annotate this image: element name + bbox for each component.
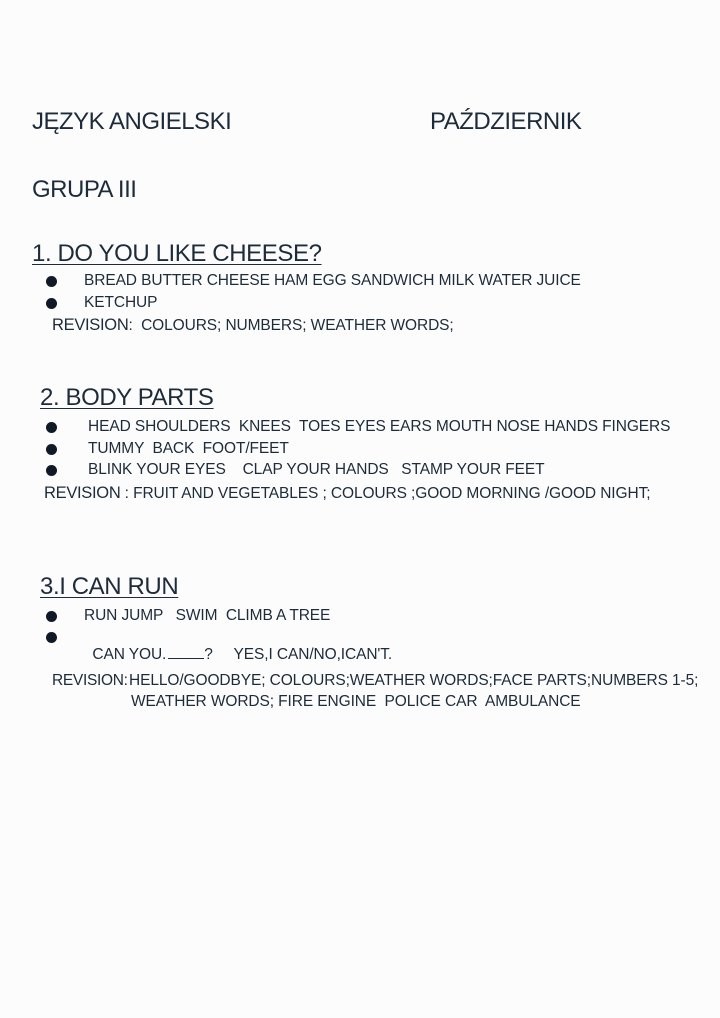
- list-item: KETCHUP: [84, 294, 158, 311]
- bullet-icon: [46, 298, 57, 309]
- question-start: CAN YOU.: [92, 646, 167, 663]
- section-3-title: 3.I CAN RUN: [40, 573, 179, 600]
- list-item: RUN JUMP SWIM CLIMB A TREE: [84, 607, 331, 624]
- subject-title: JĘZYK ANGIELSKI: [32, 108, 232, 135]
- bullet-icon: [46, 444, 57, 455]
- list-item: BREAD BUTTER CHEESE HAM EGG SANDWICH MILK WATER JUICE: [84, 272, 581, 289]
- month-title: PAŹDZIERNIK: [430, 108, 582, 135]
- revision-text: HELLO/GOODBYE; COLOURS;WEATHER WORDS;FACE PARTS;NUMBERS 1-5;: [129, 672, 699, 689]
- list-item: [84, 628, 392, 664]
- bullet-icon: [46, 611, 57, 622]
- group-title: GRUPA III: [32, 176, 137, 203]
- list-item: HEAD SHOULDERS KNEES TOES EYES EARS MOUTH NOSE HANDS FINGERS: [88, 418, 671, 435]
- section-1-title: 1. DO YOU LIKE CHEESE?: [32, 240, 322, 267]
- revision-label: REVISION: [52, 316, 129, 334]
- revision-text: WEATHER WORDS; FIRE ENGINE POLICE CAR AMBULANCE: [131, 693, 581, 710]
- answer-blank: [168, 646, 204, 659]
- bullet-icon: [46, 632, 57, 643]
- revision-text: : FRUIT AND VEGETABLES ; COLOURS ;GOOD MORNING /GOOD NIGHT;: [120, 485, 651, 502]
- revision-label: REVISION: [44, 484, 121, 502]
- section-2-title: 2. BODY PARTS: [40, 384, 214, 411]
- bullet-icon: [46, 422, 57, 433]
- revision-text: : COLOURS; NUMBERS; WEATHER WORDS;: [128, 317, 454, 334]
- bullet-icon: [46, 465, 57, 476]
- revision-line: [44, 484, 650, 503]
- bullet-icon: [46, 276, 57, 287]
- revision-line: [52, 316, 454, 335]
- list-item: TUMMY BACK FOOT/FEET: [88, 440, 289, 457]
- question-end: ? YES,I CAN/NO,ICAN'T.: [204, 646, 393, 663]
- list-item: BLINK YOUR EYES CLAP YOUR HANDS STAMP YOUR FEET: [88, 461, 545, 478]
- revision-label: REVISION:: [52, 672, 128, 689]
